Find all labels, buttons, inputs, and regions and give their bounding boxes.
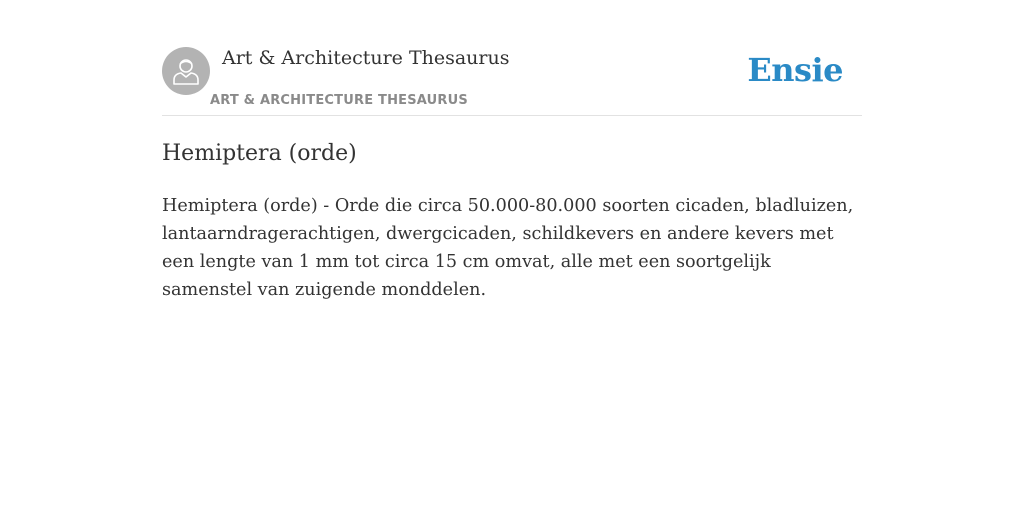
author-subtitle[interactable]: ART & ARCHITECTURE THESAURUS [210, 93, 468, 108]
user-icon [171, 56, 201, 86]
article-body: Hemiptera (orde) - Orde die circa 50.000-80.000 soorten cicaden, bladluizen, lantaarndragerachtigen, dwergcicaden, schildkevers en andere kevers met een lengte van 1 mm tot circa 15 cm omvat, alle met een soortgelijk samenstel van zuigende monddelen. [162, 196, 854, 300]
brand-logo[interactable]: Ensie [747, 51, 843, 89]
author-header [162, 40, 862, 116]
article-title: Hemiptera (orde) [162, 141, 357, 166]
avatar[interactable] [162, 47, 210, 95]
author-name[interactable]: Art & Architecture Thesaurus [222, 47, 510, 69]
